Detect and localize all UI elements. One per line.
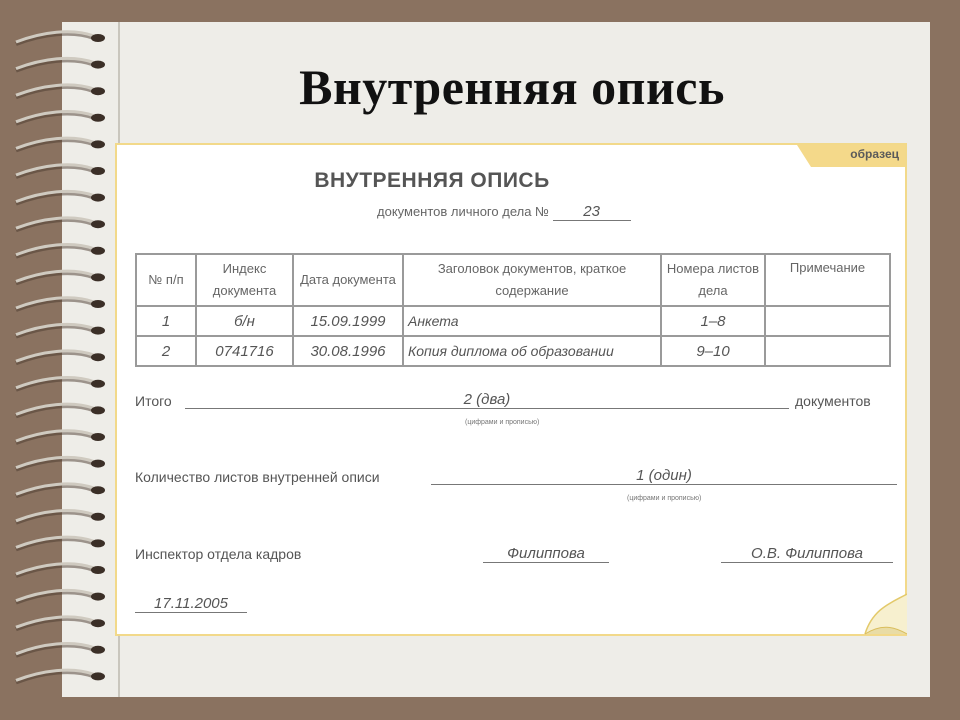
table-row bbox=[136, 306, 890, 336]
total-value: 2 (два) bbox=[185, 391, 789, 409]
spiral-coil bbox=[16, 484, 105, 496]
total-hint: (цифрами и прописью) bbox=[465, 419, 540, 426]
spiral-coil bbox=[16, 32, 105, 44]
sheets-hint: (цифрами и прописью) bbox=[627, 495, 702, 502]
spiral-coil bbox=[16, 564, 105, 576]
spiral-coil bbox=[16, 457, 105, 469]
spiral-coil bbox=[16, 138, 105, 150]
inventory-sheet bbox=[115, 143, 907, 636]
spiral-coil bbox=[16, 191, 105, 203]
cell-date: 30.08.1996 bbox=[293, 336, 403, 366]
cell-sheets: 1–8 bbox=[661, 306, 765, 336]
cell-index: 0741716 bbox=[196, 336, 293, 366]
inspector-signature: Филиппова bbox=[483, 545, 609, 563]
spiral-coil bbox=[16, 245, 105, 257]
document-date: 17.11.2005 bbox=[135, 595, 247, 613]
table-header-row bbox=[136, 254, 890, 306]
header-title: Заголовок документов, краткое содержание bbox=[403, 254, 661, 306]
spiral-binding bbox=[12, 28, 112, 696]
header-sheets: Номера листов дела bbox=[661, 254, 765, 306]
cell-note bbox=[765, 336, 890, 366]
cell-number: 1 bbox=[136, 306, 196, 336]
spiral-coil bbox=[16, 431, 105, 443]
spiral-coil bbox=[16, 351, 105, 363]
sample-label: образец bbox=[850, 147, 899, 161]
sheets-label: Количество листов внутренней описи bbox=[135, 469, 380, 485]
spiral-coil bbox=[16, 218, 105, 230]
total-label: Итого bbox=[135, 393, 172, 409]
spiral-coil bbox=[16, 670, 105, 682]
header-date: Дата документа bbox=[293, 254, 403, 306]
document-subtitle bbox=[377, 203, 631, 221]
total-suffix: документов bbox=[795, 393, 871, 409]
spiral-coil bbox=[16, 404, 105, 416]
cell-date: 15.09.1999 bbox=[293, 306, 403, 336]
spiral-coil bbox=[16, 617, 105, 629]
spiral-coil bbox=[16, 644, 105, 656]
header-note: Примечание bbox=[765, 254, 890, 306]
sheets-value: 1 (один) bbox=[431, 467, 897, 485]
cell-title: Анкета bbox=[403, 306, 661, 336]
cell-note bbox=[765, 306, 890, 336]
slide-title: Внутренняя опись bbox=[299, 59, 725, 115]
spiral-coil bbox=[16, 165, 105, 177]
cell-number: 2 bbox=[136, 336, 196, 366]
cell-sheets: 9–10 bbox=[661, 336, 765, 366]
spiral-coil bbox=[16, 271, 105, 283]
case-number: 23 bbox=[553, 203, 631, 221]
table-row bbox=[136, 336, 890, 366]
spiral-coil bbox=[16, 298, 105, 310]
spiral-coil bbox=[16, 511, 105, 523]
inspector-name: О.В. Филиппова bbox=[721, 545, 893, 563]
page-curl bbox=[863, 592, 907, 636]
spiral-coil bbox=[16, 324, 105, 336]
inventory-table bbox=[135, 253, 891, 367]
header-number: № п/п bbox=[136, 254, 196, 306]
cell-index: б/н bbox=[196, 306, 293, 336]
cell-title: Копия диплома об образовании bbox=[403, 336, 661, 366]
header-index: Индекс документа bbox=[196, 254, 293, 306]
inspector-label: Инспектор отдела кадров bbox=[135, 546, 302, 562]
subtitle-prefix: документов личного дела № bbox=[377, 204, 549, 219]
document-title: ВНУТРЕННЯЯ ОПИСЬ bbox=[314, 169, 550, 192]
spiral-coil bbox=[16, 590, 105, 602]
spiral-coil bbox=[16, 537, 105, 549]
spiral-coil bbox=[16, 378, 105, 390]
